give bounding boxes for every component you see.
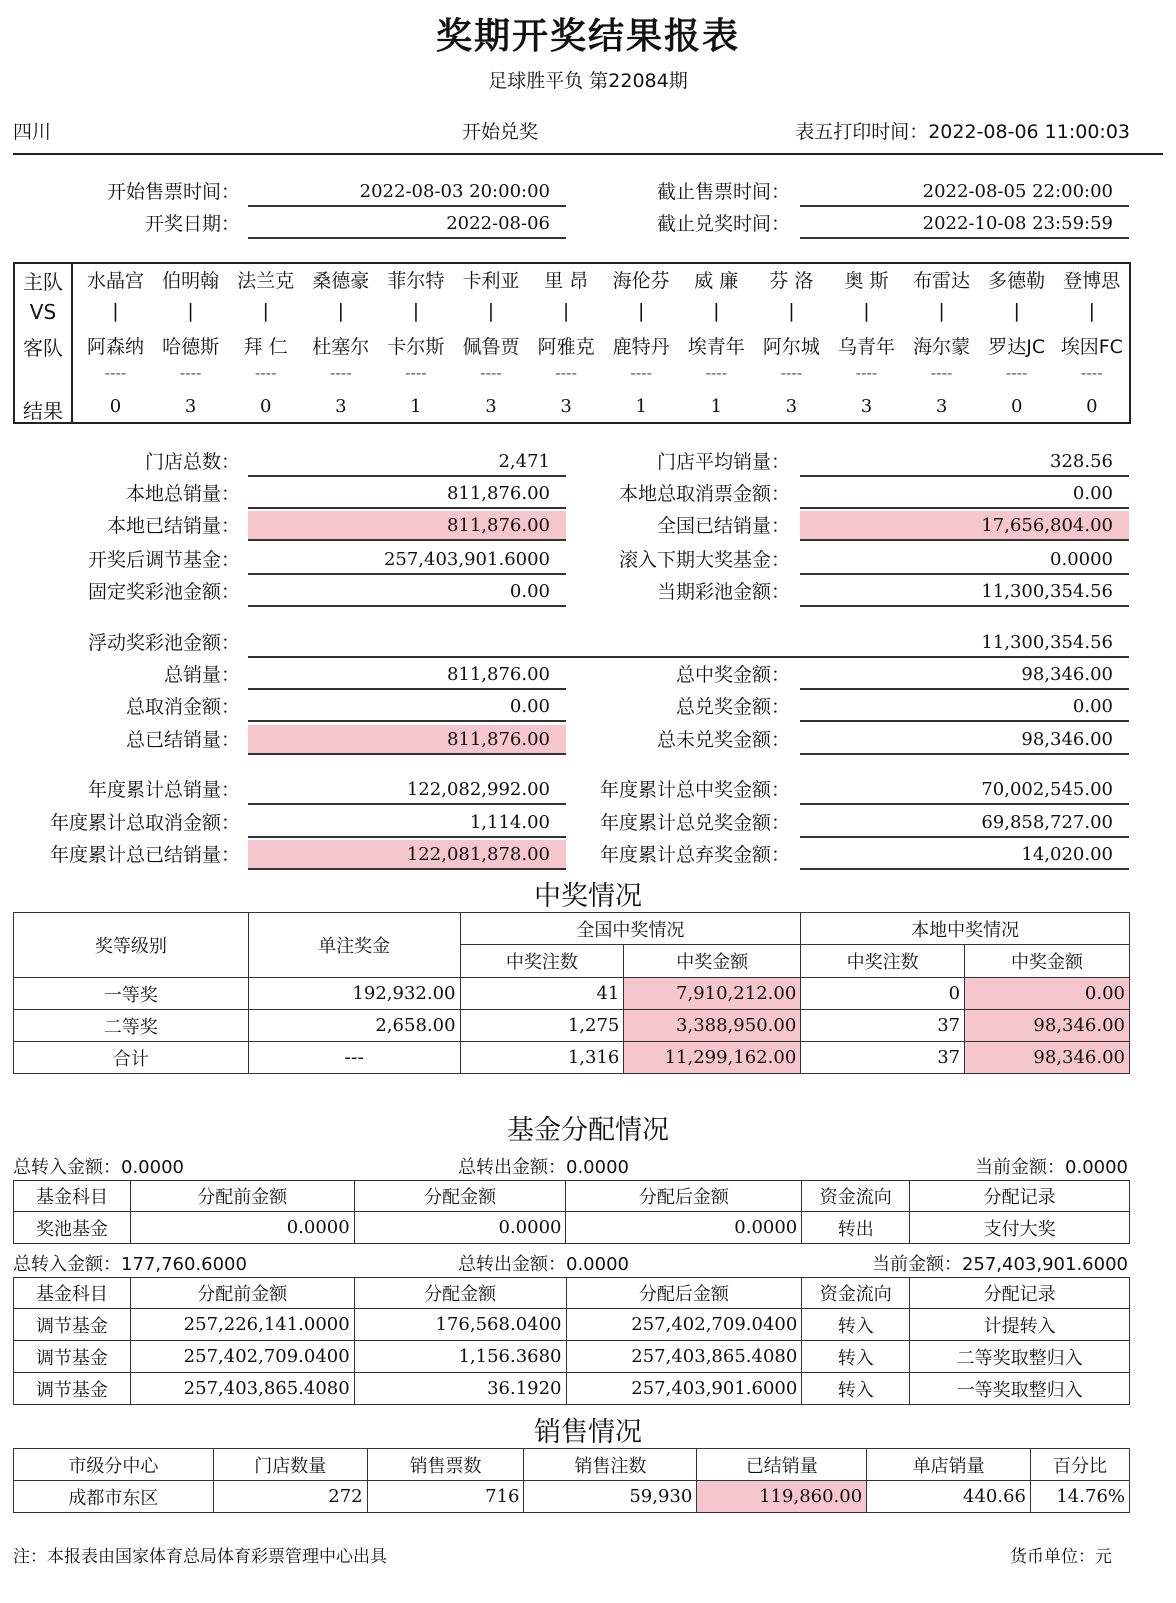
fund-cell: 转入 <box>802 1309 910 1341</box>
avg-sales-value: 328.56 <box>800 447 1129 477</box>
year-settled-value: 122,081,878.00 <box>248 840 566 870</box>
fund-col-header: 分配记录 <box>910 1181 1130 1212</box>
year-cancel-label: 年度累计总取消金额： <box>49 812 240 834</box>
prize-unit: --- <box>248 1042 460 1074</box>
match-dash: ---- <box>555 364 577 382</box>
match-away: 阿森纳 <box>86 336 144 358</box>
match-away: 埃青年 <box>687 336 745 358</box>
match-home: 多德勒 <box>988 270 1046 292</box>
fund1-out: 总转出金额：0.0000 <box>458 1157 629 1178</box>
fund1-current: 当前金额：0.0000 <box>975 1157 1128 1178</box>
prize-section-title: 中奖情况 <box>534 881 642 912</box>
year-cancel-value: 1,114.00 <box>248 808 566 838</box>
fund-header-row <box>14 1278 1130 1309</box>
fund-cell: 0.0000 <box>354 1212 566 1244</box>
side-result: 结果 <box>23 399 63 423</box>
fund-row <box>14 1309 1130 1341</box>
match-away: 乌青年 <box>837 336 895 358</box>
fund1-in: 总转入金额：0.0000 <box>13 1157 184 1178</box>
col-national-count: 中奖注数 <box>460 945 624 978</box>
match-sep: | <box>187 300 194 322</box>
fund-col-header: 分配金额 <box>354 1181 566 1212</box>
fund-col-header: 分配前金额 <box>130 1278 354 1309</box>
match-home: 菲尔特 <box>387 270 445 292</box>
fund-col-header: 分配前金额 <box>130 1181 354 1212</box>
prize-level: 一等奖 <box>14 978 249 1010</box>
fund-col-header: 基金科目 <box>14 1181 131 1212</box>
match-result: 1 <box>635 396 647 417</box>
fund-cell: 257,226,141.0000 <box>130 1309 354 1341</box>
fund-row <box>14 1373 1130 1405</box>
stores-value: 2,471 <box>248 447 566 477</box>
local-cancel-label: 本地总取消票金额： <box>618 483 790 505</box>
prize-local-count: 37 <box>801 1042 965 1074</box>
year-redeemed-value: 69,858,727.00 <box>800 808 1129 838</box>
sales-col-header: 百分比 <box>1031 1449 1130 1481</box>
avg-sales-label: 门店平均销量： <box>656 451 790 473</box>
match-sep: | <box>788 300 795 322</box>
sale-end-label: 截止售票时间： <box>656 181 790 203</box>
local-settled-value: 811,876.00 <box>248 511 566 541</box>
match-result: 3 <box>485 396 497 417</box>
total-settled-value: 811,876.00 <box>248 725 566 755</box>
match-dash: ---- <box>705 364 728 382</box>
match-home: 桑德豪 <box>312 270 370 292</box>
sales-col-header: 单店销量 <box>867 1449 1031 1481</box>
prize-row <box>14 1010 1130 1042</box>
prize-local-amount: 98,346.00 <box>965 1042 1130 1074</box>
match-dash: ---- <box>930 364 953 382</box>
year-sales-label: 年度累计总销量： <box>87 779 240 801</box>
fund2-current: 当前金额：257,403,901.6000 <box>871 1254 1128 1275</box>
match-dash: ---- <box>630 364 653 382</box>
sales-cell: 14.76% <box>1031 1481 1130 1513</box>
sales-col-header: 市级分中心 <box>14 1449 214 1481</box>
fund-cell: 1,156.3680 <box>354 1341 566 1373</box>
total-cancel-value: 0.00 <box>248 692 566 722</box>
sales-cell: 119,860.00 <box>697 1481 867 1513</box>
region-label: 四川 <box>13 121 52 143</box>
fund-cell: 257,403,901.6000 <box>566 1373 802 1405</box>
fund-section-title: 基金分配情况 <box>507 1115 669 1146</box>
match-result: 0 <box>1010 396 1023 417</box>
fund-cell: 计提转入 <box>910 1309 1130 1341</box>
match-result: 0 <box>109 396 122 417</box>
side-away: 客队 <box>23 336 63 360</box>
sales-col-header: 销售票数 <box>367 1449 524 1481</box>
fund-row <box>14 1341 1130 1373</box>
match-home: 芬 洛 <box>769 270 814 292</box>
prize-table <box>13 912 1130 1074</box>
total-settled-label: 总已结销量： <box>125 729 240 751</box>
col-local-amount: 中奖金额 <box>965 945 1130 978</box>
sales-col-header: 销售注数 <box>524 1449 697 1481</box>
prize-total-row <box>14 1042 1130 1074</box>
fund-col-header: 资金流向 <box>802 1181 910 1212</box>
fund-table-1 <box>13 1180 1130 1244</box>
match-sep: | <box>562 300 570 322</box>
fund2-out: 总转出金额：0.0000 <box>458 1254 629 1275</box>
year-win-value: 70,002,545.00 <box>800 775 1129 805</box>
fund-cell: 176,568.0400 <box>354 1309 566 1341</box>
report-subtitle: 足球胜平负 第22084期 <box>488 70 688 92</box>
total-redeemed-label: 总兑奖金额： <box>675 696 790 718</box>
prize-local-count: 0 <box>801 978 965 1010</box>
match-sep: | <box>1088 300 1095 322</box>
prize-row <box>14 978 1130 1010</box>
local-sales-label: 本地总销量： <box>125 483 240 505</box>
match-home: 水晶宫 <box>86 270 144 292</box>
total-redeemed-value: 0.00 <box>800 692 1129 722</box>
match-home: 法兰克 <box>237 270 295 292</box>
adjust-fund-label: 开奖后调节基金： <box>87 549 240 571</box>
prize-national-amount: 7,910,212.00 <box>624 978 801 1010</box>
fund-cell: 调节基金 <box>14 1373 131 1405</box>
sale-end-value: 2022-08-05 22:00:00 <box>800 177 1129 207</box>
fund-cell: 奖池基金 <box>14 1212 131 1244</box>
sales-cell: 59,930 <box>524 1481 697 1513</box>
year-settled-label: 年度累计总已结销量： <box>49 844 240 866</box>
redeem-end-label: 截止兑奖时间： <box>656 213 790 235</box>
fixed-pool-label: 固定奖彩池金额： <box>87 581 240 603</box>
draw-date-label: 开奖日期： <box>144 213 240 235</box>
sales-col-header: 已结销量 <box>697 1449 867 1481</box>
prize-local-count: 37 <box>801 1010 965 1042</box>
print-time: 表五打印时间：2022-08-06 11:00:03 <box>795 121 1130 143</box>
total-unredeemed-value: 98,346.00 <box>800 725 1129 755</box>
prize-local-amount: 0.00 <box>965 978 1130 1010</box>
match-dash: ---- <box>480 364 502 382</box>
local-sales-value: 811,876.00 <box>248 479 566 509</box>
match-home: 卡利亚 <box>462 270 520 292</box>
status-label: 开始兑奖 <box>461 121 538 143</box>
year-abandoned-value: 14,020.00 <box>800 840 1129 870</box>
match-sep: | <box>262 300 269 322</box>
prize-level: 合计 <box>14 1042 249 1074</box>
fund-cell: 257,402,709.0400 <box>566 1309 802 1341</box>
fund-col-header: 基金科目 <box>14 1278 131 1309</box>
match-result: 3 <box>785 396 798 417</box>
match-sep: | <box>863 300 870 322</box>
match-result: 3 <box>184 396 197 417</box>
total-sales-label: 总销量： <box>163 664 240 686</box>
fund-cell: 二等奖取整归入 <box>910 1341 1130 1373</box>
fund-cell: 一等奖取整归入 <box>910 1373 1130 1405</box>
match-away: 埃因FC <box>1060 336 1123 358</box>
year-redeemed-label: 年度累计总兑奖金额： <box>599 812 790 834</box>
stores-label: 门店总数： <box>144 451 240 473</box>
col-national-amount: 中奖金额 <box>624 945 801 978</box>
match-home: 威 廉 <box>694 270 739 292</box>
redeem-end-value: 2022-10-08 23:59:59 <box>800 209 1129 239</box>
fund-cell: 257,402,709.0400 <box>130 1341 354 1373</box>
fund-cell: 转出 <box>802 1212 910 1244</box>
current-pool-value: 11,300,354.56 <box>800 577 1129 607</box>
prize-level: 二等奖 <box>14 1010 249 1042</box>
match-sep: | <box>112 300 119 322</box>
match-away: 卡尔斯 <box>387 336 445 358</box>
match-away: 杜塞尔 <box>312 336 370 358</box>
fund-cell: 调节基金 <box>14 1341 131 1373</box>
rollover-value: 0.0000 <box>800 545 1129 575</box>
sales-cell: 716 <box>367 1481 524 1513</box>
sales-table <box>13 1448 1130 1513</box>
match-away: 阿尔城 <box>762 336 820 358</box>
fund-col-header: 分配记录 <box>910 1278 1130 1309</box>
footer-note: 注：本报表由国家体育总局体育彩票管理中心出具 <box>13 1547 387 1567</box>
footer-currency: 货币单位：元 <box>1010 1547 1112 1567</box>
match-sep: | <box>337 300 344 322</box>
match-away: 佩鲁贾 <box>462 336 520 358</box>
fund-col-header: 分配金额 <box>354 1278 566 1309</box>
year-sales-value: 122,082,992.00 <box>248 775 566 805</box>
prize-national-amount: 3,388,950.00 <box>624 1010 801 1042</box>
fund-header-row <box>14 1181 1130 1212</box>
match-away: 拜 仁 <box>243 336 288 358</box>
prize-unit: 2,658.00 <box>248 1010 460 1042</box>
match-away: 海尔蒙 <box>913 336 971 358</box>
match-dash: ---- <box>855 364 878 382</box>
col-national: 全国中奖情况 <box>460 913 801 945</box>
side-vs: VS <box>29 300 57 324</box>
match-result: 1 <box>710 396 723 417</box>
match-dash: ---- <box>179 364 202 382</box>
col-level: 奖等级别 <box>14 913 249 978</box>
sale-start-value: 2022-08-03 20:00:00 <box>248 177 566 207</box>
fund-cell: 257,403,865.4080 <box>130 1373 354 1405</box>
match-sep: | <box>713 300 720 322</box>
fund-table-2 <box>13 1277 1130 1405</box>
match-home: 登博思 <box>1063 270 1121 292</box>
col-local-count: 中奖注数 <box>801 945 965 978</box>
total-sales-value: 811,876.00 <box>248 660 566 690</box>
sales-row <box>14 1481 1130 1513</box>
adjust-fund-value: 257,403,901.6000 <box>248 545 566 575</box>
fund-col-header: 资金流向 <box>802 1278 910 1309</box>
match-dash: ---- <box>329 364 352 382</box>
match-dash: ---- <box>1080 364 1103 382</box>
match-result: 1 <box>410 396 422 417</box>
local-cancel-value: 0.00 <box>800 479 1129 509</box>
sales-section-title: 销售情况 <box>534 1417 642 1448</box>
match-away: 鹿特丹 <box>612 336 670 358</box>
fund-row <box>14 1212 1130 1244</box>
header-divider <box>13 153 1163 155</box>
match-dash: ---- <box>254 364 277 382</box>
match-away: 阿雅克 <box>537 336 595 358</box>
sales-header-row <box>14 1449 1130 1481</box>
match-sep: | <box>487 300 495 322</box>
match-sep: | <box>637 300 645 322</box>
fund-cell: 257,403,865.4080 <box>566 1341 802 1373</box>
fund-cell: 0.0000 <box>130 1212 354 1244</box>
side-home: 主队 <box>23 270 63 294</box>
match-result: 3 <box>860 396 873 417</box>
match-columns <box>78 262 1128 424</box>
fund-col-header: 分配后金额 <box>566 1181 802 1212</box>
match-sep: | <box>412 300 420 322</box>
match-home: 海伦芬 <box>612 270 670 292</box>
fund-col-header: 分配后金额 <box>566 1278 802 1309</box>
match-away: 罗达JC <box>988 336 1046 358</box>
sale-start-label: 开始售票时间： <box>106 181 240 203</box>
fund2-in: 总转入金额：177,760.6000 <box>13 1254 247 1275</box>
sales-cell: 440.66 <box>867 1481 1031 1513</box>
current-pool-label: 当期彩池金额： <box>656 581 790 603</box>
year-abandoned-label: 年度累计总弃奖金额： <box>599 844 790 866</box>
year-win-label: 年度累计总中奖金额： <box>599 779 790 801</box>
national-settled-label: 全国已结销量： <box>656 515 790 537</box>
national-settled-value: 17,656,804.00 <box>800 511 1129 541</box>
match-result: 3 <box>560 396 572 417</box>
prize-local-amount: 98,346.00 <box>965 1010 1130 1042</box>
match-result: 0 <box>1086 396 1098 417</box>
report-title: 奖期开奖结果报表 <box>435 16 740 57</box>
fund-cell: 36.1920 <box>354 1373 566 1405</box>
match-home: 伯明翰 <box>162 270 220 292</box>
total-win-value: 98,346.00 <box>800 660 1129 690</box>
match-home: 里 昂 <box>544 270 589 292</box>
sales-cell: 272 <box>213 1481 367 1513</box>
match-result: 3 <box>935 396 948 417</box>
prize-national-count: 1,275 <box>460 1010 624 1042</box>
fund-cell: 转入 <box>802 1341 910 1373</box>
match-dash: ---- <box>104 364 127 382</box>
total-unredeemed-label: 总未兑奖金额： <box>656 729 790 751</box>
draw-date-value: 2022-08-06 <box>248 209 566 239</box>
col-local: 本地中奖情况 <box>801 913 1130 945</box>
fund-cell: 调节基金 <box>14 1309 131 1341</box>
prize-national-amount: 11,299,162.00 <box>624 1042 801 1074</box>
match-away: 哈德斯 <box>162 336 220 358</box>
float-pool-label: 浮动奖彩池金额： <box>87 632 240 654</box>
total-cancel-label: 总取消金额： <box>125 696 240 718</box>
fixed-pool-value: 0.00 <box>248 577 566 607</box>
match-dash: ---- <box>780 364 803 382</box>
match-dash: ---- <box>405 364 427 382</box>
fund-cell: 0.0000 <box>566 1212 802 1244</box>
match-sep: | <box>938 300 945 322</box>
fund-cell: 支付大奖 <box>910 1212 1130 1244</box>
float-pool-value: 11,300,354.56 <box>248 628 1129 658</box>
fund-cell: 转入 <box>802 1373 910 1405</box>
local-settled-label: 本地已结销量： <box>106 515 240 537</box>
rollover-label: 滚入下期大奖基金： <box>618 549 790 571</box>
sales-col-header: 门店数量 <box>213 1449 367 1481</box>
match-sep: | <box>1013 300 1020 322</box>
prize-unit: 192,932.00 <box>248 978 460 1010</box>
match-home: 布雷达 <box>913 270 971 292</box>
prize-national-count: 41 <box>460 978 624 1010</box>
match-home: 奥 斯 <box>844 270 889 292</box>
total-win-label: 总中奖金额： <box>675 664 790 686</box>
match-result: 3 <box>335 396 347 417</box>
col-unit: 单注奖金 <box>248 913 460 978</box>
match-result: 0 <box>259 396 272 417</box>
prize-national-count: 1,316 <box>460 1042 624 1074</box>
match-side-header <box>13 262 73 424</box>
sales-cell: 成都市东区 <box>14 1481 214 1513</box>
match-dash: ---- <box>1005 364 1028 382</box>
